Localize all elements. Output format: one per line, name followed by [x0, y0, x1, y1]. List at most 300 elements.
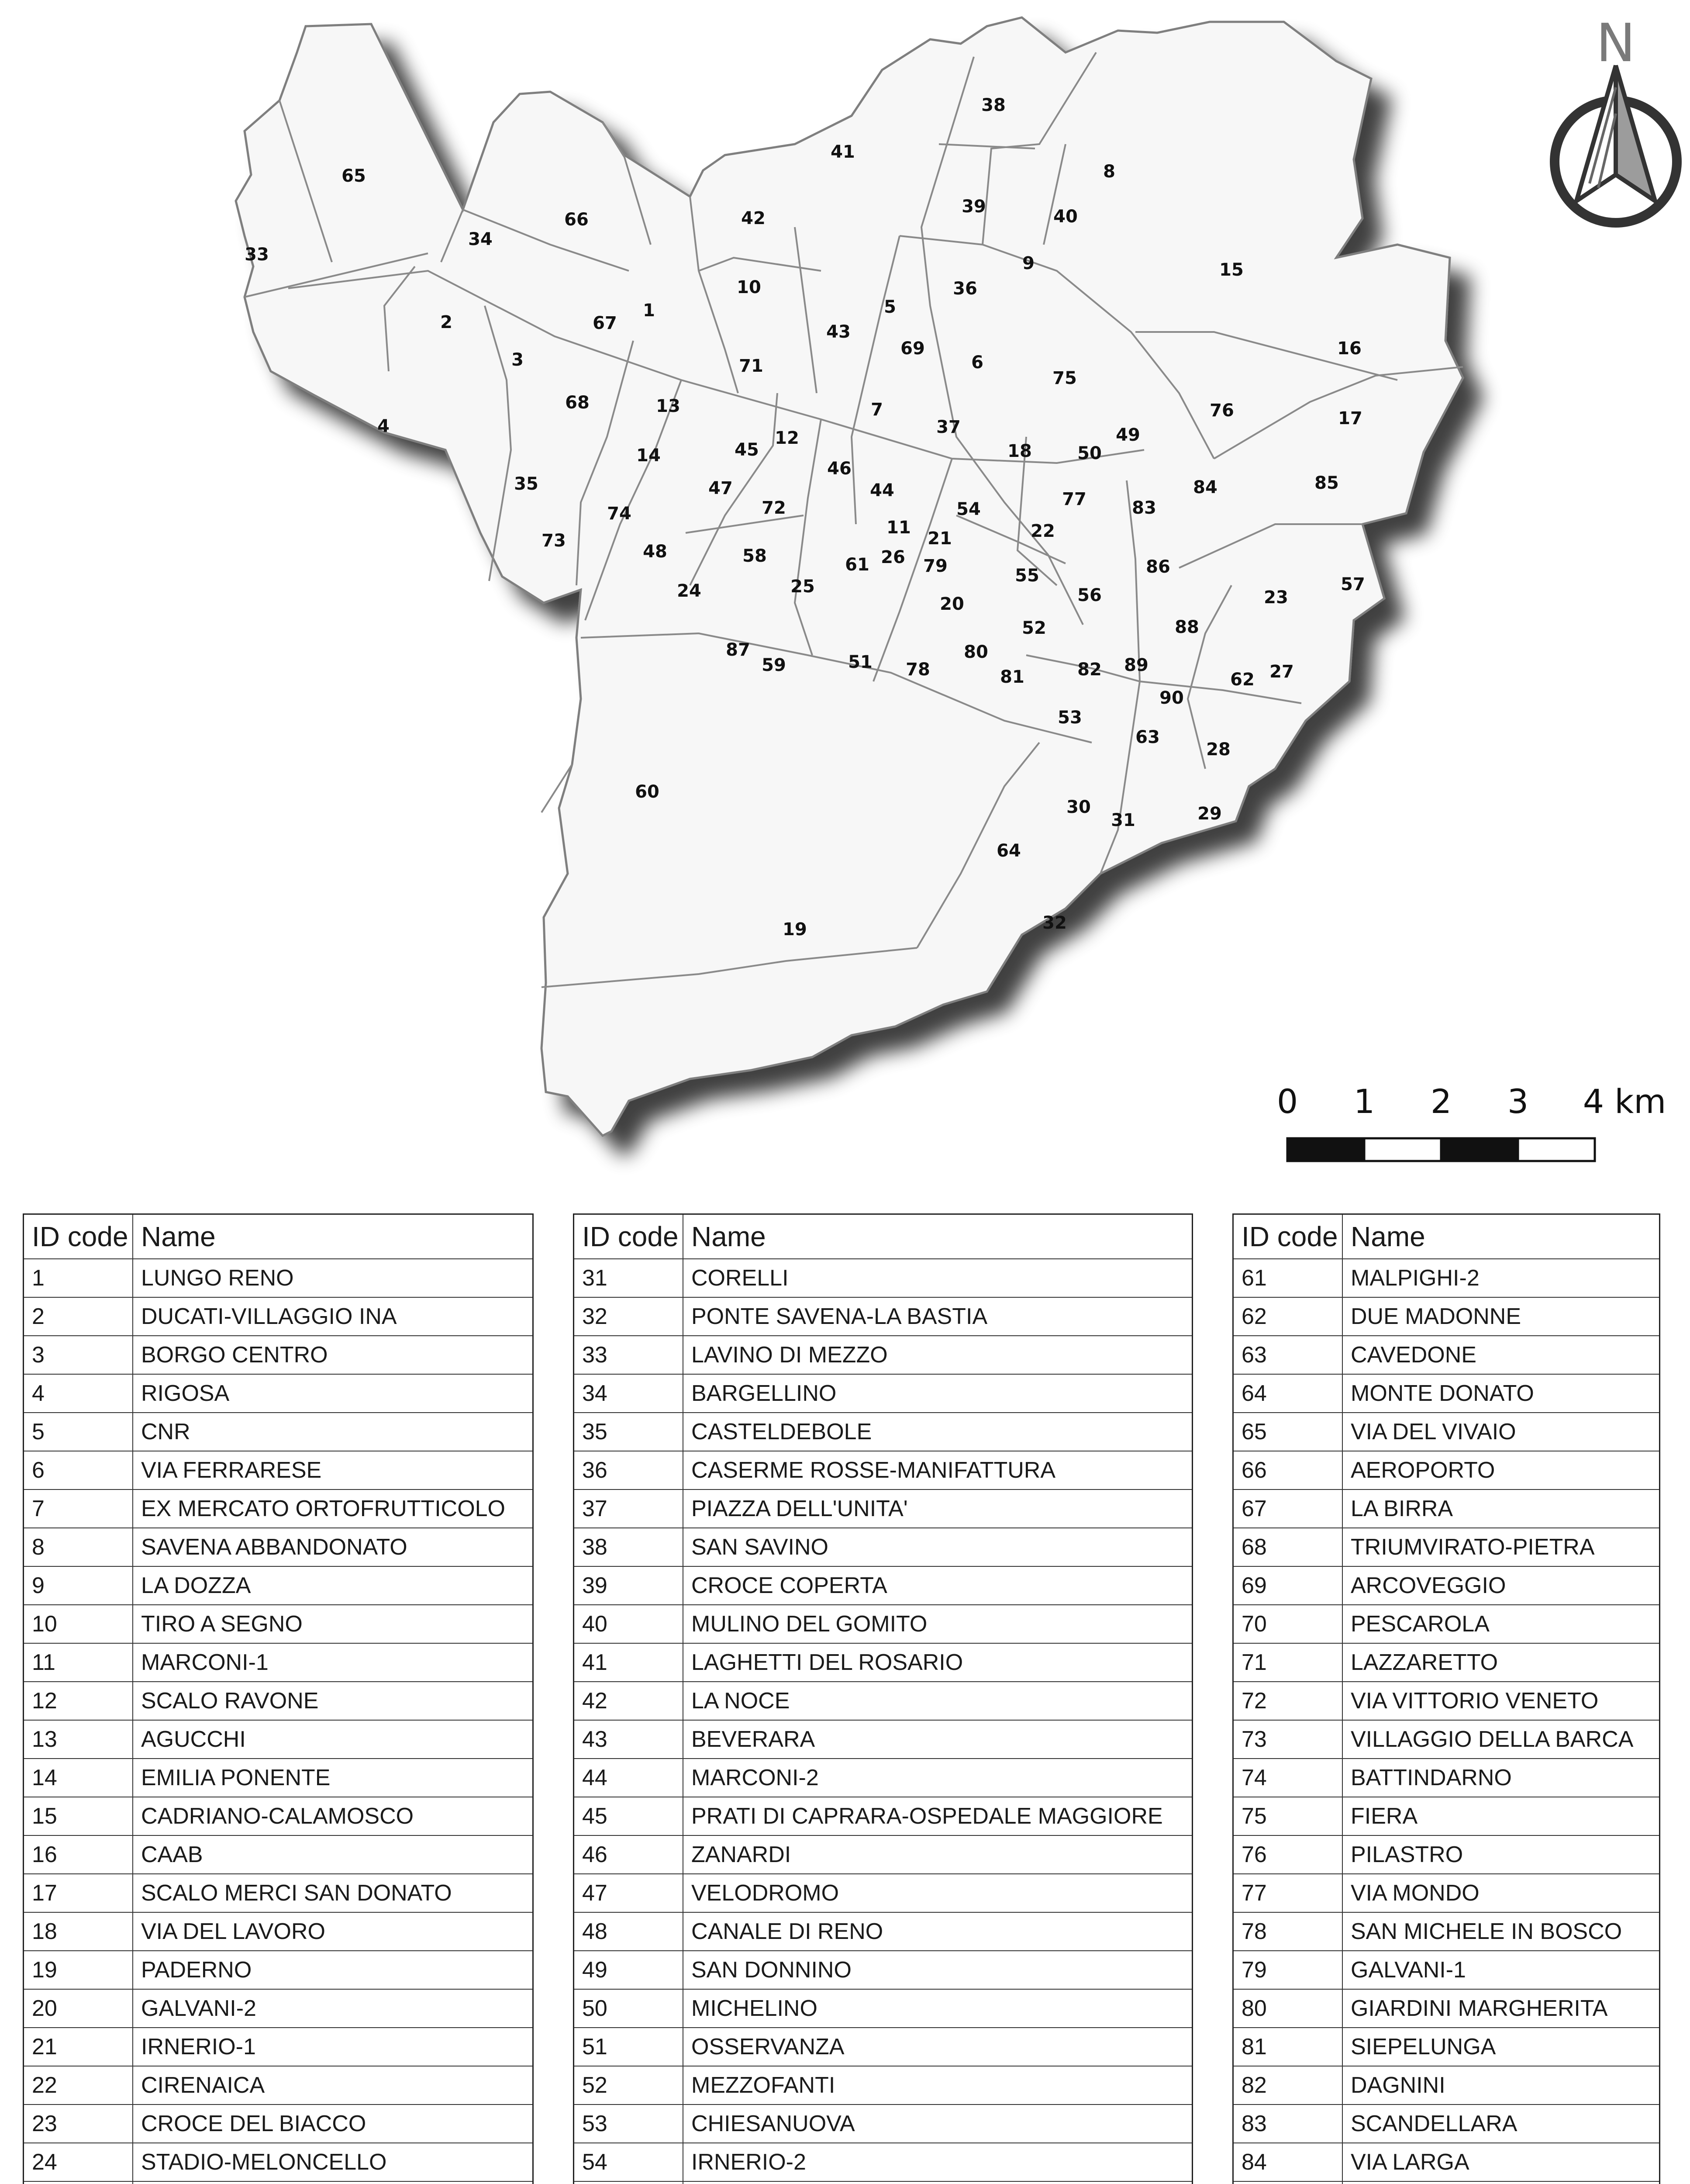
legend-name-cell: CHIESANUOVA [683, 2105, 1193, 2143]
north-label: N [1596, 13, 1635, 74]
legend-name-cell: SCALO MERCI SAN DONATO [133, 1874, 533, 1912]
legend-row [574, 1682, 1193, 1720]
legend-id-cell: 44 [574, 1759, 683, 1797]
zone-label-26: 26 [881, 547, 905, 567]
legend-row [574, 1566, 1193, 1605]
legend-name-cell: EX MERCATO ORTOFRUTTICOLO [133, 1489, 533, 1528]
zone-label-88: 88 [1175, 617, 1199, 637]
zone-label-19: 19 [783, 919, 807, 940]
zone-label-30: 30 [1066, 797, 1091, 817]
zone-label-24: 24 [677, 581, 701, 601]
legend-name-cell: AEROPORTO [1342, 1451, 1660, 1489]
legend-row [24, 1605, 533, 1643]
legend-name-cell: CAAB [133, 1835, 533, 1874]
legend-row [1233, 1643, 1660, 1682]
legend-id-cell: 49 [574, 1951, 683, 1989]
legend-name-cell: VILLAGGIO DELLA BARCA [1342, 1720, 1660, 1759]
legend-id-cell: 10 [24, 1605, 133, 1643]
legend-row [24, 1566, 533, 1605]
legend-name-cell: LUNGO RENO [133, 1259, 533, 1297]
zone-label-74: 74 [607, 504, 631, 524]
legend-row [574, 1605, 1193, 1643]
zone-label-67: 67 [593, 313, 617, 333]
legend-id-cell: 46 [574, 1835, 683, 1874]
legend-name-cell: BATTINDARNO [1342, 1759, 1660, 1797]
legend-id-cell: 65 [1233, 1413, 1343, 1451]
legend-id-cell: 1 [24, 1259, 133, 1297]
zone-label-78: 78 [906, 660, 930, 680]
legend-id-cell: 3 [24, 1336, 133, 1374]
legend-row [574, 1451, 1193, 1489]
legend-name-cell: PIAZZA DELL'UNITA' [683, 1489, 1193, 1528]
legend-row [24, 1336, 533, 1374]
legend-id-cell: 6 [24, 1451, 133, 1489]
legend-row [574, 1297, 1193, 1336]
zone-label-36: 36 [953, 279, 977, 299]
legend-name-cell: BORGO CENTRO [133, 1336, 533, 1374]
legend-name-cell: CAVEDONE [1342, 1336, 1660, 1374]
legend-name-cell: TRIUMVIRATO-PIETRA [1342, 1528, 1660, 1566]
legend-row [574, 1759, 1193, 1797]
legend-id-cell: 36 [574, 1451, 683, 1489]
zone-label-13: 13 [656, 396, 680, 416]
legend-id-cell: 48 [574, 1912, 683, 1951]
legend-row [1233, 1605, 1660, 1643]
legend-header-row [1233, 1214, 1660, 1259]
zone-label-54: 54 [956, 499, 981, 519]
legend-id-cell: 31 [574, 1259, 683, 1297]
zone-label-2: 2 [440, 312, 452, 332]
zone-label-87: 87 [726, 640, 750, 660]
zone-label-50: 50 [1077, 443, 1102, 463]
legend-row [1233, 1489, 1660, 1528]
zone-label-68: 68 [565, 393, 590, 413]
legend-row [574, 1912, 1193, 1951]
legend-name-cell: DAGNINI [1342, 2066, 1660, 2105]
zone-label-81: 81 [1000, 667, 1024, 687]
legend-id-cell: 84 [1233, 2143, 1343, 2181]
legend-id-cell: 51 [574, 2028, 683, 2066]
zone-label-43: 43 [826, 322, 851, 342]
legend-row [24, 1989, 533, 2028]
legend-name-cell: PONTE SAVENA-LA BASTIA [683, 1297, 1193, 1336]
legend-name-cell: IRNERIO-1 [133, 2028, 533, 2066]
zone-label-83: 83 [1132, 498, 1156, 518]
zone-label-16: 16 [1337, 339, 1362, 359]
legend-name-cell: LAZZARETTO [1342, 1643, 1660, 1682]
legend-name-cell: RIGOSA [133, 1374, 533, 1413]
zone-label-53: 53 [1058, 708, 1082, 728]
legend-id-cell: 11 [24, 1643, 133, 1682]
legend-name-cell: SAVENA ABBANDONATO [133, 1528, 533, 1566]
zone-label-82: 82 [1077, 660, 1102, 680]
legend-id-cell: 72 [1233, 1682, 1343, 1720]
legend-id-cell: 73 [1233, 1720, 1343, 1759]
legend-name-cell: IRNERIO-2 [683, 2143, 1193, 2181]
legend-id-cell [1233, 2181, 1343, 2184]
zone-label-23: 23 [1264, 587, 1288, 608]
legend-header-id: ID code [24, 1214, 133, 1259]
legend-id-cell: 13 [24, 1720, 133, 1759]
zone-label-17: 17 [1338, 408, 1362, 429]
legend-id-cell: 39 [574, 1566, 683, 1605]
legend-id-cell: 17 [24, 1874, 133, 1912]
legend-id-cell: 66 [1233, 1451, 1343, 1489]
legend-id-cell: 9 [24, 1566, 133, 1605]
legend-id-cell: 12 [24, 1682, 133, 1720]
legend-row [1233, 1297, 1660, 1336]
legend-row [1233, 1413, 1660, 1451]
zone-label-79: 79 [923, 556, 948, 576]
legend-row [24, 1951, 533, 1989]
legend-name-cell: MARCONI-2 [683, 1759, 1193, 1797]
legend-name-cell: MARCONI-1 [133, 1643, 533, 1682]
legend-header-name: Name [133, 1214, 533, 1259]
legend-name-cell: STADIO-MELONCELLO [133, 2143, 533, 2181]
legend-name-cell: MALPIGHI-2 [1342, 1259, 1660, 1297]
legend-id-cell: 15 [24, 1797, 133, 1835]
legend-row [24, 1259, 533, 1297]
legend-id-cell: 42 [574, 1682, 683, 1720]
legend-row [1233, 1720, 1660, 1759]
legend-id-cell [574, 2181, 683, 2184]
legend-header-row [574, 1214, 1193, 1259]
legend-row [574, 1643, 1193, 1682]
zone-label-61: 61 [845, 555, 869, 575]
legend-id-cell: 78 [1233, 1912, 1343, 1951]
legend-name-cell: ZANARDI [683, 1835, 1193, 1874]
legend-name-cell: CNR [133, 1413, 533, 1451]
zone-label-69: 69 [900, 339, 925, 359]
legend-name-cell: PADERNO [133, 1951, 533, 1989]
legend-id-cell: 32 [574, 1297, 683, 1336]
legend-name-cell: SCALO RAVONE [133, 1682, 533, 1720]
legend-id-cell: 34 [574, 1374, 683, 1413]
legend-row [574, 1413, 1193, 1451]
legend-name-cell: DUE MADONNE [1342, 1297, 1660, 1336]
legend-row [1233, 1336, 1660, 1374]
zone-label-11: 11 [886, 518, 911, 538]
legend-id-cell: 18 [24, 1912, 133, 1951]
legend-name-cell: VIA MONDO [1342, 1874, 1660, 1912]
zone-label-9: 9 [1022, 253, 1035, 273]
city-boundary [236, 17, 1463, 1136]
zone-label-63: 63 [1135, 727, 1160, 747]
legend-row [1233, 2181, 1660, 2184]
legend-row [24, 2143, 533, 2181]
legend-row [574, 1528, 1193, 1566]
zone-label-62: 62 [1230, 670, 1255, 690]
legend-name-cell: SAN SAVINO [683, 1528, 1193, 1566]
zone-label-73: 73 [541, 531, 566, 551]
legend-row [24, 1835, 533, 1874]
legend-id-cell: 75 [1233, 1797, 1343, 1835]
zone-label-32: 32 [1042, 913, 1067, 933]
zone-label-75: 75 [1052, 368, 1077, 388]
legend-id-cell: 80 [1233, 1989, 1343, 2028]
legend-name-cell: FIERA [1342, 1797, 1660, 1835]
legend-row [24, 1874, 533, 1912]
legend-row [574, 2143, 1193, 2181]
legend-id-cell: 2 [24, 1297, 133, 1336]
legend-name-cell: DUCATI-VILLAGGIO INA [133, 1297, 533, 1336]
legend-name-cell: MEZZOFANTI [683, 2066, 1193, 2105]
legend-row [24, 1374, 533, 1413]
legend-row [1233, 1374, 1660, 1413]
legend-name-cell: BARGELLINO [683, 1374, 1193, 1413]
zone-label-1: 1 [643, 301, 655, 321]
zone-label-49: 49 [1116, 425, 1140, 445]
zone-label-8: 8 [1103, 162, 1115, 182]
legend-name-cell: VIA DEL LAVORO [133, 1912, 533, 1951]
legend-name-cell: SAN DONNINO [683, 1951, 1193, 1989]
zone-label-72: 72 [762, 498, 786, 518]
legend-name-cell: BEVERARA [683, 1720, 1193, 1759]
legend-name-cell: GIARDINI MARGHERITA [1342, 1989, 1660, 2028]
legend-id-cell: 23 [24, 2105, 133, 2143]
legend-name-cell: CANALE DI RENO [683, 1912, 1193, 1951]
zone-label-33: 33 [245, 245, 269, 265]
legend-row [1233, 1451, 1660, 1489]
zone-label-42: 42 [741, 208, 766, 228]
legend-table-1 [23, 1213, 534, 2184]
legend-row [1233, 1835, 1660, 1874]
zone-label-14: 14 [636, 446, 661, 466]
zone-label-76: 76 [1210, 401, 1234, 421]
legend-id-cell: 47 [574, 1874, 683, 1912]
zone-label-5: 5 [884, 297, 896, 317]
legend-name-cell: CROCE COPERTA [683, 1566, 1193, 1605]
legend-row [24, 1643, 533, 1682]
legend-row [1233, 2066, 1660, 2105]
legend-id-cell: 68 [1233, 1528, 1343, 1566]
zone-label-38: 38 [981, 95, 1006, 115]
legend-name-cell: LA DOZZA [133, 1566, 533, 1605]
legend-name-cell: GALVANI-2 [133, 1989, 533, 2028]
legend-id-cell: 62 [1233, 1297, 1343, 1336]
scale-tick-3: 3 [1507, 1082, 1529, 1121]
zone-label-39: 39 [962, 197, 986, 217]
legend-name-cell: CIRENAICA [133, 2066, 533, 2105]
legend-row [1233, 1566, 1660, 1605]
legend-id-cell: 45 [574, 1797, 683, 1835]
legend-row [24, 1297, 533, 1336]
legend-row [574, 2105, 1193, 2143]
zone-label-15: 15 [1219, 260, 1244, 280]
legend-row [1233, 1989, 1660, 2028]
legend-id-cell: 33 [574, 1336, 683, 1374]
legend-name-cell: VIA LARGA [1342, 2143, 1660, 2181]
zone-label-84: 84 [1193, 477, 1217, 498]
legend-name-cell [1342, 2181, 1660, 2184]
scale-tick-4: 4 km [1583, 1082, 1666, 1121]
zone-label-44: 44 [870, 480, 894, 501]
legend-id-cell: 81 [1233, 2028, 1343, 2066]
legend-id-cell: 79 [1233, 1951, 1343, 1989]
zone-label-57: 57 [1341, 574, 1365, 594]
zone-label-20: 20 [940, 594, 964, 614]
legend-row [1233, 1682, 1660, 1720]
legend-name-cell: LAGHETTI DEL ROSARIO [683, 1643, 1193, 1682]
zone-label-41: 41 [831, 142, 855, 162]
legend-id-cell: 40 [574, 1605, 683, 1643]
legend-row [574, 1835, 1193, 1874]
legend-name-cell: EMILIA PONENTE [133, 1759, 533, 1797]
legend-name-cell: ARCOVEGGIO [1342, 1566, 1660, 1605]
legend-row [1233, 1528, 1660, 1566]
legend-id-cell: 69 [1233, 1566, 1343, 1605]
legend-name-cell [683, 2181, 1193, 2184]
legend-row [1233, 2143, 1660, 2181]
legend-row [574, 1720, 1193, 1759]
legend-name-cell: VIA DEL VIVAIO [1342, 1413, 1660, 1451]
legend-id-cell: 38 [574, 1528, 683, 1566]
legend-id-cell: 37 [574, 1489, 683, 1528]
legend-name-cell: SCANDELLARA [1342, 2105, 1660, 2143]
legend-header-name: Name [683, 1214, 1193, 1259]
legend-name-cell: CROCE DEL BIACCO [133, 2105, 533, 2143]
legend-row [24, 1759, 533, 1797]
legend-id-cell: 35 [574, 1413, 683, 1451]
legend-row [24, 2105, 533, 2143]
legend-row [24, 2181, 533, 2184]
legend-name-cell: SIEPELUNGA [1342, 2028, 1660, 2066]
zone-label-6: 6 [971, 352, 983, 373]
legend-table-3 [1232, 1213, 1660, 2184]
legend-id-cell: 74 [1233, 1759, 1343, 1797]
legend-id-cell: 54 [574, 2143, 683, 2181]
legend-row [1233, 1874, 1660, 1912]
legend-name-cell: CORELLI [683, 1259, 1193, 1297]
zone-label-77: 77 [1062, 489, 1086, 509]
legend-name-cell: PESCAROLA [1342, 1605, 1660, 1643]
zone-label-29: 29 [1197, 804, 1222, 824]
legend-header-row [24, 1214, 533, 1259]
zone-label-66: 66 [564, 210, 589, 230]
legend-id-cell: 83 [1233, 2105, 1343, 2143]
legend-row [24, 1413, 533, 1451]
legend-row [574, 1874, 1193, 1912]
legend-row [1233, 1797, 1660, 1835]
scale-tick-1: 1 [1353, 1082, 1375, 1121]
zone-label-86: 86 [1146, 557, 1170, 577]
legend-row [1233, 1912, 1660, 1951]
legend-name-cell [133, 2181, 533, 2184]
legend-name-cell: VIA VITTORIO VENETO [1342, 1682, 1660, 1720]
legend-row [24, 1528, 533, 1566]
legend-row [574, 1336, 1193, 1374]
legend-header-id: ID code [574, 1214, 683, 1259]
zone-label-27: 27 [1269, 662, 1294, 682]
zone-label-65: 65 [341, 166, 366, 186]
legend-row [1233, 1259, 1660, 1297]
zone-label-89: 89 [1124, 655, 1149, 675]
legend-row [1233, 2105, 1660, 2143]
legend-id-cell: 67 [1233, 1489, 1343, 1528]
legend-id-cell: 24 [24, 2143, 133, 2181]
zone-label-48: 48 [643, 542, 667, 562]
legend-id-cell: 64 [1233, 1374, 1343, 1413]
legend-id-cell: 71 [1233, 1643, 1343, 1682]
zone-label-7: 7 [871, 400, 883, 420]
zone-label-71: 71 [739, 356, 763, 376]
zone-label-47: 47 [708, 478, 733, 498]
legend-id-cell: 50 [574, 1989, 683, 2028]
legend-row [24, 1797, 533, 1835]
legend-id-cell: 14 [24, 1759, 133, 1797]
legend-row [24, 1489, 533, 1528]
legend-name-cell: CASERME ROSSE-MANIFATTURA [683, 1451, 1193, 1489]
legend-id-cell: 5 [24, 1413, 133, 1451]
legend-row [24, 1682, 533, 1720]
legend-id-cell: 19 [24, 1951, 133, 1989]
legend-id-cell: 63 [1233, 1336, 1343, 1374]
legend-id-cell: 82 [1233, 2066, 1343, 2105]
legend-name-cell: LA NOCE [683, 1682, 1193, 1720]
zone-label-64: 64 [997, 841, 1021, 861]
legend-name-cell: OSSERVANZA [683, 2028, 1193, 2066]
legend-id-cell: 7 [24, 1489, 133, 1528]
legend-name-cell: MULINO DEL GOMITO [683, 1605, 1193, 1643]
legend-id-cell: 53 [574, 2105, 683, 2143]
zone-label-10: 10 [737, 277, 761, 297]
north-arrow-icon [1555, 13, 1677, 223]
zone-label-85: 85 [1314, 473, 1339, 493]
zone-label-18: 18 [1007, 441, 1032, 461]
zone-label-22: 22 [1031, 521, 1055, 541]
legend-row [574, 1989, 1193, 2028]
legend-row [24, 1720, 533, 1759]
zone-label-28: 28 [1206, 740, 1231, 760]
legend-name-cell: PRATI DI CAPRARA-OSPEDALE MAGGIORE [683, 1797, 1193, 1835]
legend-id-cell: 61 [1233, 1259, 1343, 1297]
legend-id-cell: 77 [1233, 1874, 1343, 1912]
legend-row [24, 2066, 533, 2105]
legend-id-cell: 43 [574, 1720, 683, 1759]
zone-label-52: 52 [1022, 618, 1046, 638]
legend-name-cell: MICHELINO [683, 1989, 1193, 2028]
legend-name-cell: AGUCCHI [133, 1720, 533, 1759]
zone-label-21: 21 [928, 529, 952, 549]
zone-label-31: 31 [1111, 810, 1135, 830]
legend-row [574, 1374, 1193, 1413]
legend-id-cell: 8 [24, 1528, 133, 1566]
scale-tick-0: 0 [1276, 1082, 1298, 1121]
zone-label-12: 12 [775, 428, 799, 448]
scale-tick-2: 2 [1430, 1082, 1452, 1121]
legend-row [24, 2028, 533, 2066]
legend-row [1233, 2028, 1660, 2066]
zone-label-46: 46 [827, 459, 852, 479]
legend-row [574, 2028, 1193, 2066]
zone-label-51: 51 [848, 652, 873, 672]
legend-name-cell: LAVINO DI MEZZO [683, 1336, 1193, 1374]
legend-row [574, 1951, 1193, 1989]
legend-name-cell: SAN MICHELE IN BOSCO [1342, 1912, 1660, 1951]
zone-label-45: 45 [735, 440, 759, 460]
zone-label-34: 34 [468, 229, 493, 249]
legend-name-cell: VELODROMO [683, 1874, 1193, 1912]
legend-name-cell: TIRO A SEGNO [133, 1605, 533, 1643]
legend-id-cell: 4 [24, 1374, 133, 1413]
legend-row [574, 2181, 1193, 2184]
legend-name-cell: MONTE DONATO [1342, 1374, 1660, 1413]
legend-header-name: Name [1342, 1214, 1660, 1259]
legend-name-cell: LA BIRRA [1342, 1489, 1660, 1528]
zone-label-4: 4 [377, 416, 390, 436]
zone-label-37: 37 [936, 417, 961, 437]
legend-name-cell: PILASTRO [1342, 1835, 1660, 1874]
